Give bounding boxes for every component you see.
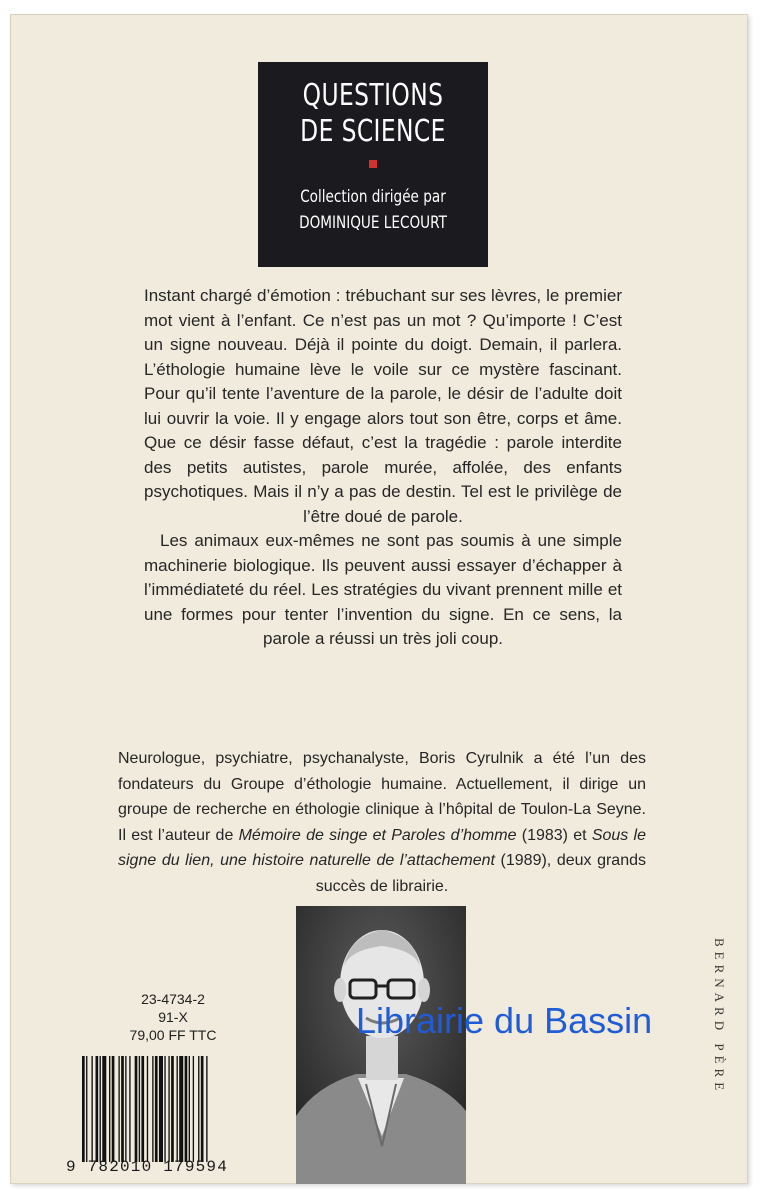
barcode-bar bbox=[112, 1056, 115, 1162]
barcode-bar bbox=[155, 1056, 158, 1162]
barcode-bar bbox=[159, 1056, 163, 1162]
barcode-bar bbox=[129, 1056, 130, 1162]
bio-book-title-2: Sous le signe du lien, une histoire naturelle de l’attachement bbox=[118, 826, 646, 869]
series-subtitle: Collection dirigée par bbox=[300, 187, 446, 207]
isbn-line-1: 23-4734-2 bbox=[141, 991, 205, 1007]
series-box bbox=[258, 62, 488, 267]
barcode-bar bbox=[206, 1056, 207, 1162]
barcode-bar bbox=[185, 1056, 188, 1162]
series-title-line-2: DE SCIENCE bbox=[300, 114, 446, 149]
author-portrait-icon bbox=[296, 906, 466, 1184]
barcode-bar bbox=[139, 1056, 140, 1162]
barcode-bar bbox=[91, 1056, 92, 1162]
barcode-bar bbox=[135, 1056, 138, 1162]
bio-text-1: Neurologue, psychiatre, psychanalyste, Boris Cyrulnik a été l’un des fondateurs du Groupe d’éthologie humaine. Actuellement, il dirige un groupe de recherche en éthologie clinique à l’hôpital de Toulon-La Seyne. Il est l’auteur de bbox=[118, 750, 646, 844]
barcode-bar bbox=[177, 1056, 178, 1162]
bio-text-2: (1983) et bbox=[516, 826, 592, 844]
barcode-bar bbox=[201, 1056, 204, 1162]
blurb-paragraph-2: Les animaux eux-mêmes ne sont pas soumis à une simple machinerie biologique. Ils peuvent aussi essayer d’échapper à l’immédiateté du réel. Les stratégies du vivant prennent mille et une formes pour tenter l’invention du signe. En ce sens, la parole a réussi un très joli coup. bbox=[144, 531, 622, 648]
barcode-bar bbox=[193, 1056, 194, 1162]
blurb bbox=[144, 284, 622, 652]
barcode-bar bbox=[198, 1056, 199, 1162]
series-title-line-1: QUESTIONS bbox=[302, 78, 444, 113]
barcode-bar bbox=[179, 1056, 183, 1162]
isbn-line-2: 91-X bbox=[158, 1009, 188, 1025]
bio-text-3: (1989), deux grands succès de librairie. bbox=[315, 852, 646, 895]
barcode-bar bbox=[141, 1056, 144, 1162]
barcode-bar bbox=[82, 1056, 85, 1162]
barcode-bar bbox=[152, 1056, 153, 1162]
price: 79,00 FF TTC bbox=[129, 1027, 217, 1043]
barcode-bar bbox=[118, 1056, 119, 1162]
barcode bbox=[62, 1056, 274, 1196]
red-square-ornament bbox=[369, 160, 377, 168]
barcode-bar bbox=[164, 1056, 165, 1162]
barcode-bar bbox=[125, 1056, 126, 1162]
watermark: Librairie du Bassin bbox=[356, 1000, 653, 1041]
barcode-bar bbox=[100, 1056, 101, 1162]
barcode-bar bbox=[121, 1056, 124, 1162]
barcode-bar bbox=[109, 1056, 110, 1162]
blurb-paragraph-1: Instant chargé d’émotion : trébuchant sur ses lèvres, le premier mot vient à l’enfant. Ce n’est pas un mot ? Qu’importe ! C’est un signe nouveau. Déjà il pointe du doigt. Demain, il parlera. L’éthologie humaine lève le voile sur ce mystère fascinant. Pour qu’il tente l’aventure de la parole, le désir de l’adulte doit lui ouvrir la voie. Il y engage alors tout son être, corps et âme. Que ce désir fasse défaut, c’est la tragédie : parole interdite des petits autistes, parole murée, affolée, des enfants psychotiques. Mais il n’y a pas de destin. Tel est le privilège de l’être doué de parole. bbox=[144, 286, 622, 526]
barcode-bar bbox=[102, 1056, 106, 1162]
bio-book-title-1: Mémoire de singe et Paroles d’homme bbox=[238, 826, 517, 844]
barcode-bar bbox=[96, 1056, 99, 1162]
isbn-price-block bbox=[73, 990, 273, 1044]
publisher-name: BERNARD PÈRE bbox=[712, 938, 727, 1096]
barcode-bars bbox=[80, 1056, 270, 1162]
series-director: DOMINIQUE LECOURT bbox=[299, 213, 447, 233]
barcode-digits: 9 782010 179594 bbox=[66, 1158, 229, 1176]
barcode-bar bbox=[168, 1056, 169, 1162]
author-photo bbox=[296, 906, 466, 1184]
barcode-bar bbox=[86, 1056, 87, 1162]
barcode-bar bbox=[171, 1056, 174, 1162]
author-bio bbox=[118, 746, 646, 899]
barcode-bar bbox=[147, 1056, 148, 1162]
barcode-bar bbox=[189, 1056, 190, 1162]
